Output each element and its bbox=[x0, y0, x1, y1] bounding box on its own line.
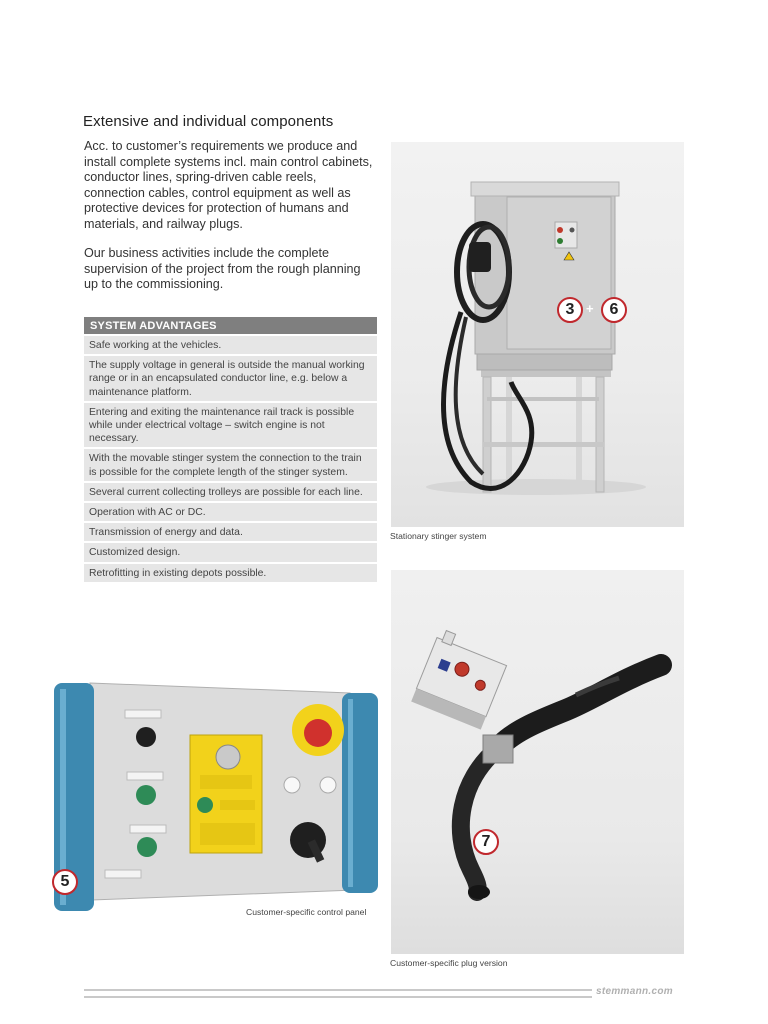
plus-sign: + bbox=[586, 301, 594, 316]
plug-caption: Customer-specific plug version bbox=[390, 958, 508, 968]
control-panel-caption: Customer-specific control panel bbox=[246, 907, 367, 917]
advantage-item: With the movable stinger system the connection to the train is possible for the complete length of the stinger system. bbox=[84, 449, 377, 480]
control-panel-illustration bbox=[50, 675, 382, 915]
stationary-stinger-illustration bbox=[391, 142, 684, 527]
system-advantages-title: SYSTEM ADVANTAGES bbox=[84, 317, 377, 334]
stationary-stinger-photo bbox=[391, 142, 684, 527]
advantage-item: The supply voltage in general is outside the manual working range or in an encapsulated conductor line, e.g. below a maintenance platform. bbox=[84, 356, 377, 401]
advantage-item: Several current collecting trolleys are possible for each line. bbox=[84, 483, 377, 501]
callout-badge-7: 7 bbox=[473, 829, 499, 855]
system-advantages-list bbox=[84, 317, 377, 584]
advantage-item: Operation with AC or DC. bbox=[84, 503, 377, 521]
footer-brand: stemmann.com bbox=[596, 986, 673, 997]
advantage-item: Entering and exiting the maintenance rail track is possible while under electrical voltage – switch engine is not necessary. bbox=[84, 403, 377, 448]
control-panel-photo bbox=[50, 675, 382, 915]
plug-version-photo bbox=[391, 570, 684, 954]
section-heading: Extensive and individual components bbox=[83, 113, 334, 130]
stationary-caption: Stationary stinger system bbox=[390, 531, 487, 541]
callout-badge-6: 6 bbox=[601, 297, 627, 323]
advantage-item: Transmission of energy and data. bbox=[84, 523, 377, 541]
intro-paragraph-2: Our business activities include the complete supervision of the project from the rough planning up to the commissioning. bbox=[84, 246, 361, 292]
advantage-item: Customized design. bbox=[84, 543, 377, 561]
callout-badge-5: 5 bbox=[52, 869, 78, 895]
intro-paragraph-1: Acc. to customer’s requirements we produce and install complete systems incl. main control cabinets, conductor lines, spring-driven cable reels, connection cables, control equipment as well as protective devices for protection of humans and materials, and railway plugs. bbox=[84, 139, 373, 231]
plug-version-illustration bbox=[391, 570, 684, 954]
callout-badge-3: 3 bbox=[557, 297, 583, 323]
advantage-item: Retrofitting in existing depots possible. bbox=[84, 564, 377, 582]
footer-rule bbox=[84, 989, 592, 998]
advantage-item: Safe working at the vehicles. bbox=[84, 336, 377, 354]
